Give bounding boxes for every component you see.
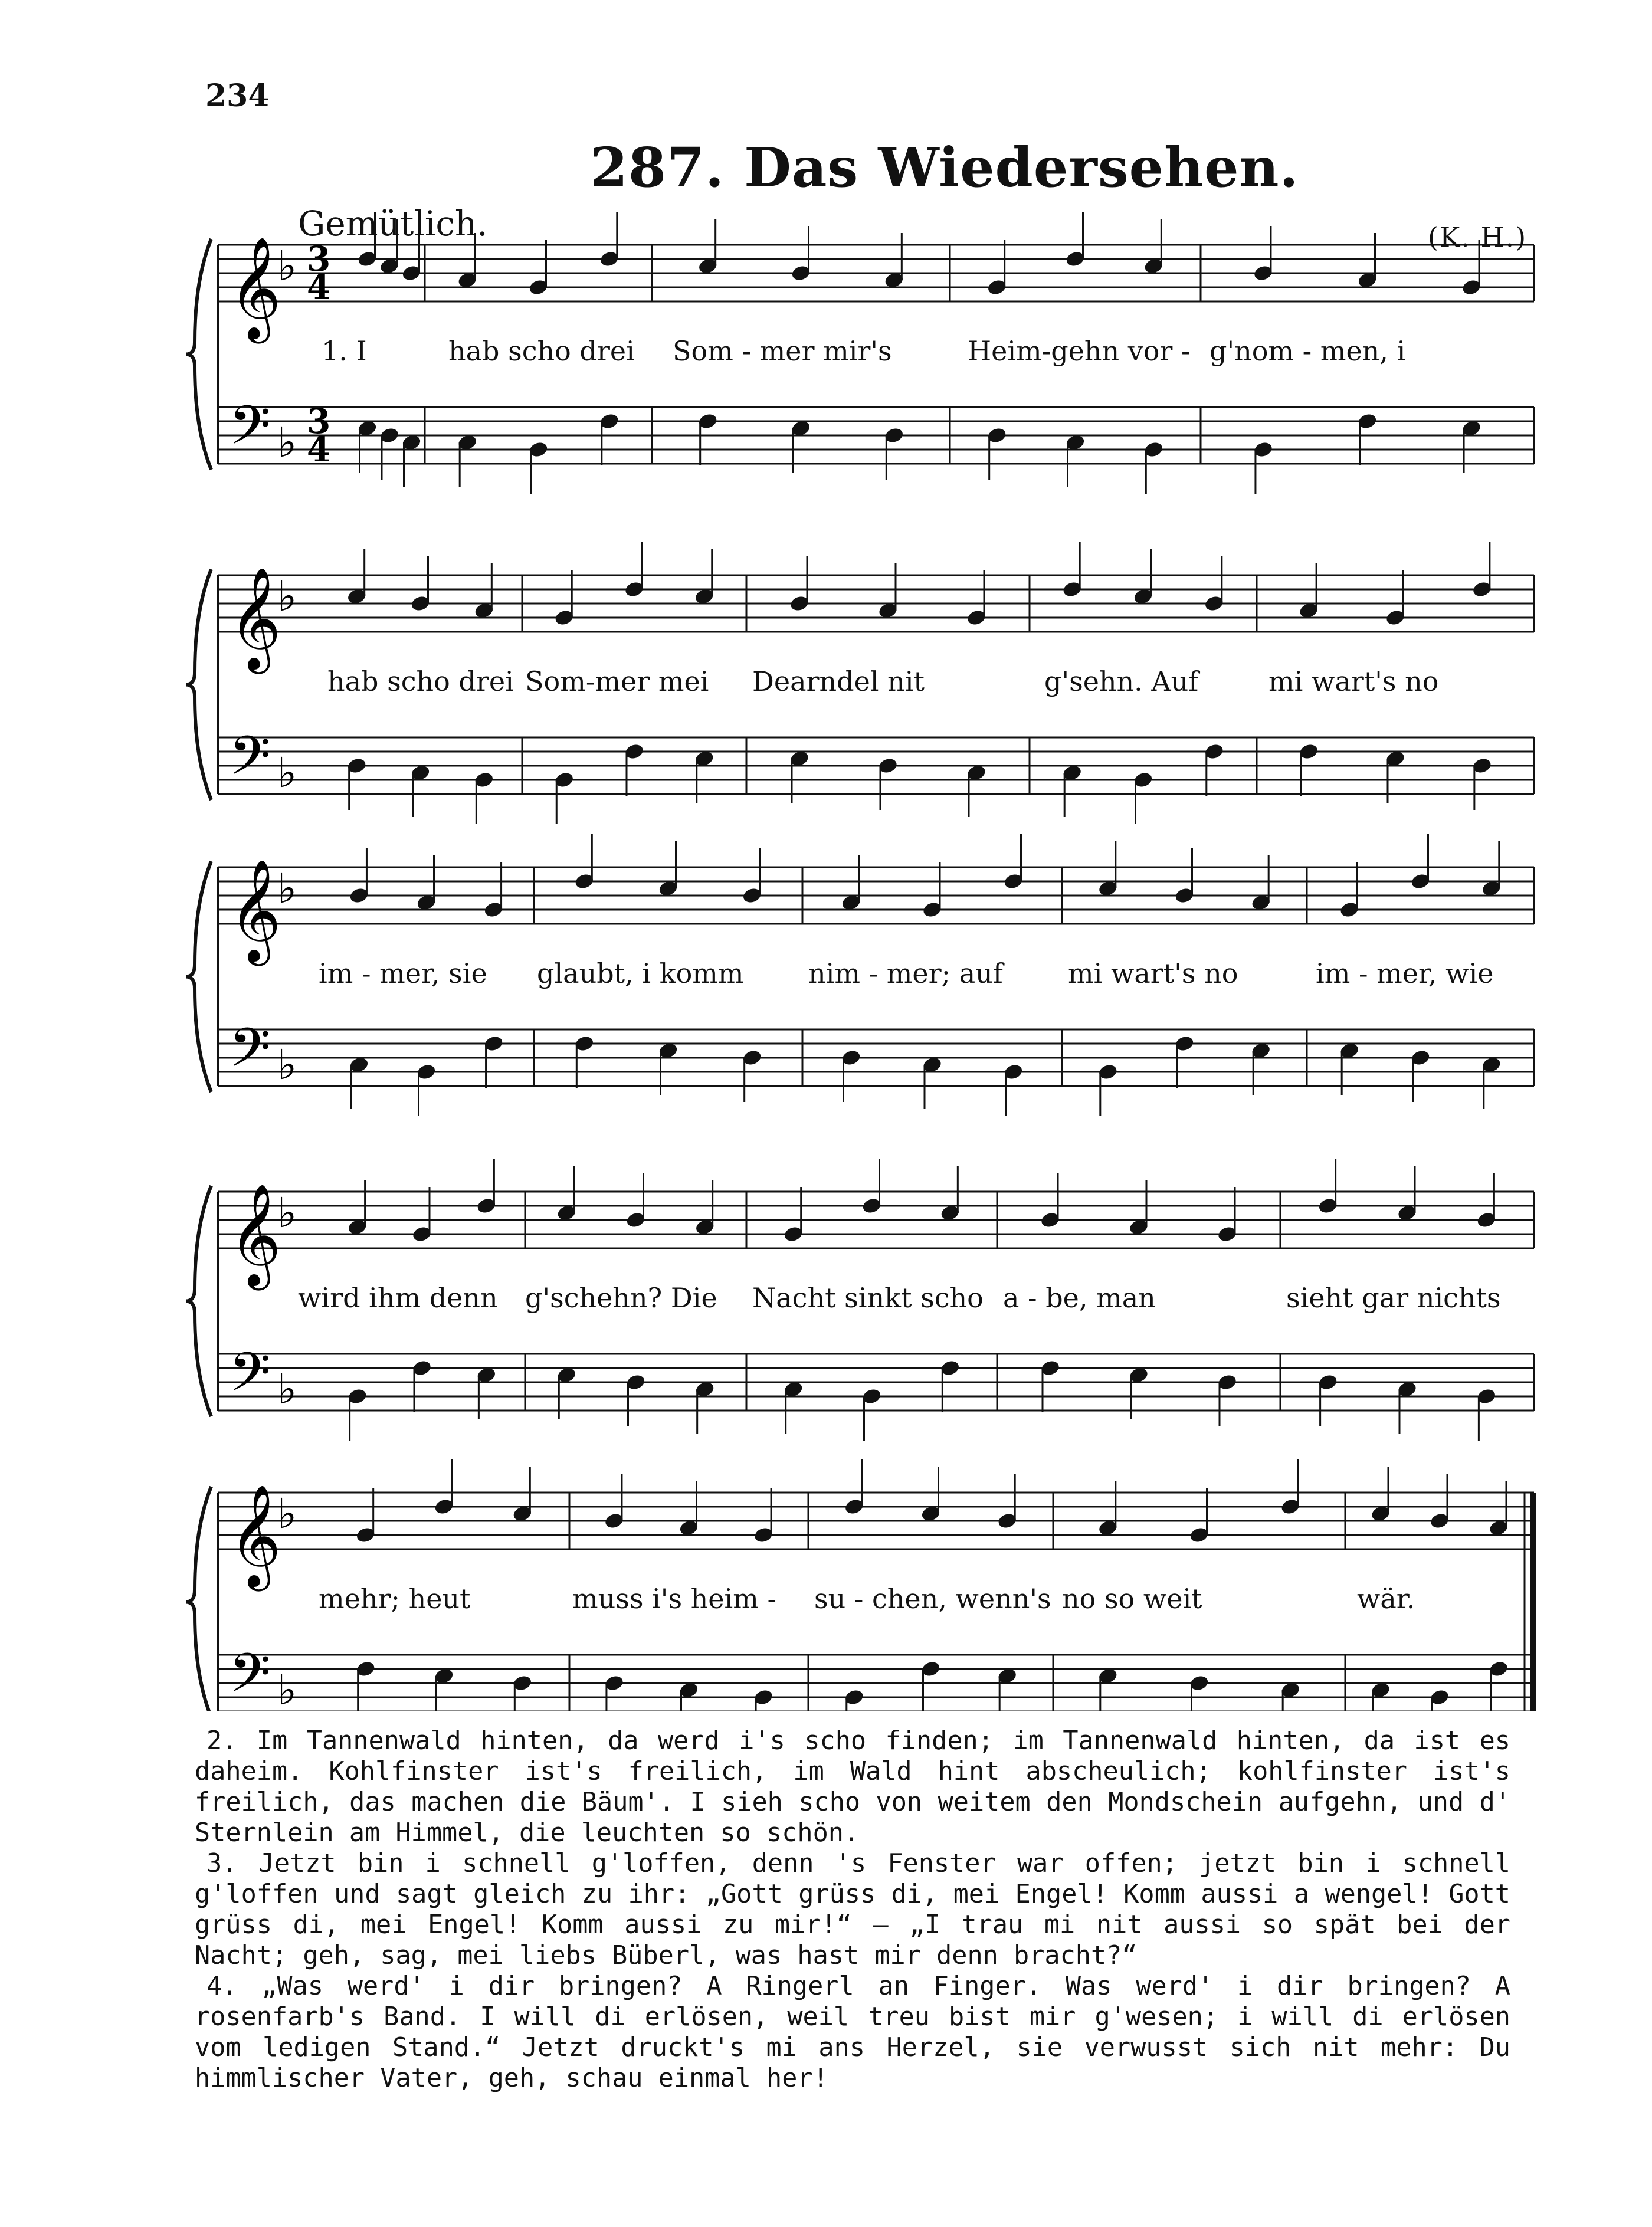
flat-icon: ♭ — [277, 242, 297, 290]
lyric-text: nim - mer; auf — [808, 957, 1003, 989]
lyric-text: hab scho drei — [448, 335, 635, 367]
brace — [186, 239, 211, 470]
lyric-text: wär. — [1357, 1583, 1415, 1615]
lyric-text: im - mer, wie — [1316, 957, 1494, 989]
author-initials: (K. H.) — [1428, 221, 1528, 253]
treble-clef-icon: 𝄞 — [229, 567, 281, 670]
lyric-text: no so weit — [1062, 1583, 1202, 1615]
page-number: 234 — [205, 78, 270, 114]
lyric-text: Som - mer mir's — [673, 335, 892, 367]
lyric-text: g'sehn. Auf — [1044, 665, 1199, 697]
lyric-text: mi wart's no — [1268, 665, 1439, 697]
verse-3: 3. Jetzt bin i schnell g'loffen, denn 's Fenster war offen; jetzt bin i schnell g'loffen und sagt gleich zu ihr: „Gott grüss di, mei Engel! Komm aussi a wengel! Gott grüss di, mei Engel! Komm aussi zu mir!“ – „I trau mi nit aussi so spät bei der Nacht; geh, sag, mei liebs Büberl, was hast mir denn bracht?“ — [195, 1849, 1510, 1970]
flat-icon: ♭ — [277, 1666, 297, 1711]
lyric-text: g'nom - men, i — [1210, 335, 1406, 367]
time-signature: 3 — [307, 239, 331, 279]
verse-4: 4. „Was werd' i dir bringen? A Ringerl an Finger. Was werd' i dir bringen? A rosenfarb's Band. I will di erlösen, weil treu bist mir g'wesen; i will di erlösen vom ledigen Stand.“ Jetzt druckt's mi ans Herzel, sie verwusst sich nit mehr: Du himmlischer Vater, geh, schau einmal her! — [195, 1972, 1510, 2093]
bass-clef-icon: 𝄢 — [229, 1642, 271, 1711]
lyric-text: sieht gar nichts — [1286, 1282, 1501, 1314]
flat-icon: ♭ — [277, 1490, 297, 1538]
verse-text — [195, 1726, 1510, 2094]
lyric-text: 1. I — [322, 335, 367, 367]
bass-clef-icon: 𝄢 — [229, 1341, 271, 1416]
lyric-text: mi wart's no — [1068, 957, 1238, 989]
lyric-text: su - chen, wenn's — [814, 1583, 1051, 1615]
lyric-text: Som-mer mei — [525, 665, 709, 697]
time-signature: 3 — [307, 401, 331, 441]
bass-clef-icon: 𝄢 — [229, 724, 271, 800]
flat-icon: ♭ — [277, 749, 297, 797]
lyric-text: muss i's heim - — [572, 1583, 777, 1615]
lyric-text: a - be, man — [1003, 1282, 1156, 1314]
lyric-text: Dearndel nit — [752, 665, 925, 697]
flat-icon: ♭ — [277, 1189, 297, 1237]
treble-clef-icon: 𝄞 — [229, 1183, 281, 1286]
lyric-text: Nacht sinkt scho — [752, 1282, 984, 1314]
tempo-marking: Gemütlich. — [298, 204, 488, 244]
brace — [186, 1186, 211, 1416]
treble-clef-icon: 𝄞 — [229, 1484, 281, 1587]
flat-icon: ♭ — [277, 1041, 297, 1089]
lyric-text: hab scho drei — [327, 665, 514, 697]
lyric-text: Heim-gehn vor - — [968, 335, 1191, 367]
bass-clef-icon: 𝄢 — [229, 394, 271, 470]
treble-clef-icon: 𝄞 — [229, 859, 281, 962]
brace — [186, 569, 211, 800]
time-signature: 4 — [307, 267, 331, 307]
time-signature: 4 — [307, 429, 331, 470]
lyric-text: im - mer, sie — [319, 957, 487, 989]
brace — [186, 861, 211, 1092]
song-title: 287. Das Wiedersehen. — [590, 136, 1299, 199]
bass-clef-icon: 𝄢 — [229, 1016, 271, 1092]
lyric-text: mehr; heut — [319, 1583, 471, 1615]
flat-icon: ♭ — [277, 418, 297, 467]
lyric-text: glaubt, i komm — [537, 957, 744, 989]
lyric-text: g'schehn? Die — [525, 1282, 717, 1314]
verse-2: 2. Im Tannenwald hinten, da werd i's scho finden; im Tannenwald hinten, da ist es daheim. Kohlfinster ist's freilich, im Wald hint abscheulich; kohlfinster ist's freilich, das machen die Bäum'. I sieh scho von weitem den Mondschein aufgehn, und d' Sternlein am Himmel, die leuchten so schön. — [195, 1726, 1510, 1848]
brace — [186, 1487, 211, 1711]
flat-icon: ♭ — [277, 864, 297, 913]
treble-clef-icon: 𝄞 — [229, 237, 281, 339]
flat-icon: ♭ — [277, 572, 297, 621]
flat-icon: ♭ — [277, 1365, 297, 1413]
lyric-text: wird ihm denn — [298, 1282, 498, 1314]
